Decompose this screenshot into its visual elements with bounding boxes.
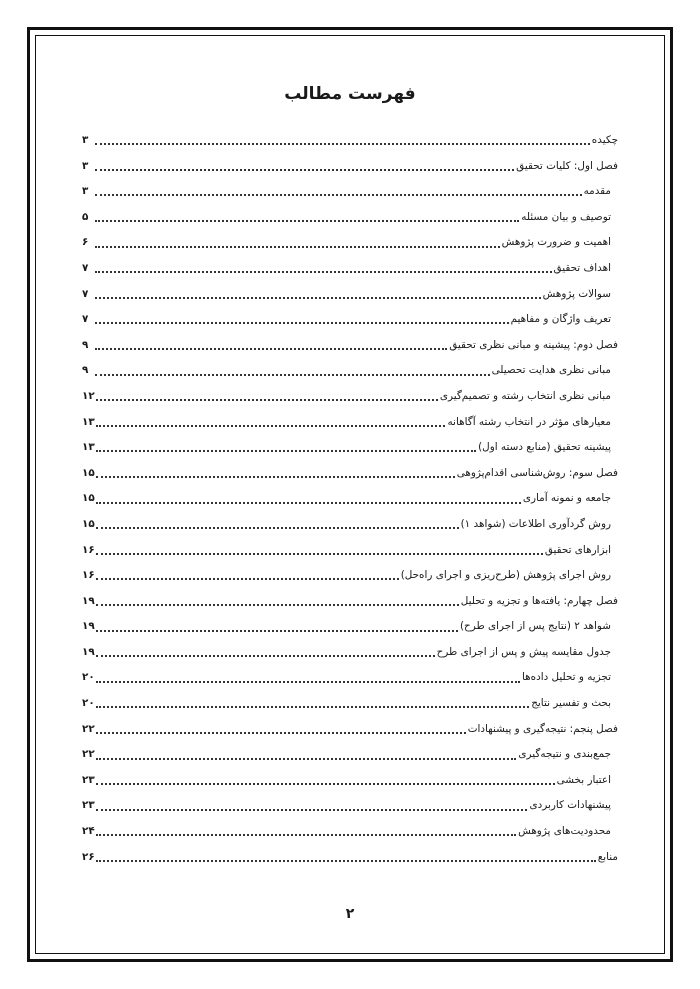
toc-dot-leader	[96, 731, 466, 734]
toc-entry-title: جمع‌بندی و نتیجه‌گیری	[518, 748, 611, 761]
toc-entry[interactable]	[82, 205, 618, 231]
toc-dot-leader	[95, 373, 490, 376]
toc-entry-title: توصیف و بیان مسئله	[521, 210, 611, 223]
toc-entry-title: مبانی نظری هدایت تحصیلی	[491, 364, 611, 377]
toc-entry-page: ۷	[82, 261, 89, 274]
toc-entry-title: معیارهای مؤثر در انتخاب رشته آگاهانه	[447, 415, 611, 428]
toc-entry-title: فصل دوم: پیشینه و مبانی نظری تحقیق	[449, 338, 618, 351]
toc-dot-leader	[95, 219, 519, 222]
toc-entry[interactable]	[82, 665, 618, 691]
toc-entry-page: ۳	[82, 134, 89, 146]
toc-dot-leader	[96, 629, 458, 632]
toc-entry-page: ۲۳	[82, 773, 95, 786]
toc-entry-title: روش گردآوری اطلاعات (شواهد ۱)	[460, 517, 611, 530]
toc-dot-leader	[96, 782, 555, 785]
toc-list	[82, 128, 618, 870]
toc-entry[interactable]	[82, 742, 618, 768]
toc-entry[interactable]	[82, 793, 618, 819]
toc-entry[interactable]	[82, 538, 618, 564]
toc-entry-title: فصل اول: کلیات تحقیق	[516, 159, 618, 172]
toc-entry-title: پیشینه تحقیق (منابع دسته اول)	[478, 441, 611, 454]
toc-entry[interactable]	[82, 307, 618, 333]
toc-entry[interactable]	[82, 358, 618, 384]
toc-entry-title: فصل سوم: روش‌شناسی اقدام‌پژوهی	[456, 466, 618, 479]
toc-entry[interactable]	[82, 179, 618, 205]
toc-entry-title: جامعه و نمونه آماری	[522, 492, 611, 505]
toc-entry-page: ۵	[82, 210, 89, 223]
page-number: ۲	[345, 906, 355, 922]
toc-entry[interactable]	[82, 819, 618, 845]
toc-entry[interactable]	[82, 614, 618, 640]
toc-entry-title: روش اجرای پژوهش (طرح‌ریزی و اجرای راه‌حل)	[400, 569, 611, 582]
toc-entry-page: ۱۳	[82, 441, 95, 454]
toc-entry-page: ۲۶	[82, 850, 95, 863]
toc-entry[interactable]	[82, 435, 618, 461]
toc-dot-leader	[96, 833, 516, 836]
toc-dot-leader	[96, 705, 530, 708]
toc-entry-page: ۷	[82, 313, 89, 326]
toc-entry[interactable]	[82, 768, 618, 794]
toc-entry[interactable]	[82, 589, 618, 615]
toc-entry-title: پیشنهادات کاربردی	[529, 799, 611, 812]
toc-entry-title: اهداف تحقیق	[553, 261, 611, 274]
toc-entry[interactable]	[82, 230, 618, 256]
toc-entry-title: جدول مقایسه پیش و پس از اجرای طرح	[436, 645, 611, 658]
toc-dot-leader	[96, 424, 446, 427]
toc-entry-page: ۱۳	[82, 415, 95, 428]
toc-entry-title: محدودیت‌های پژوهش	[518, 825, 611, 838]
toc-dot-leader	[96, 577, 399, 580]
toc-entry-title: تعریف واژگان و مفاهیم	[510, 313, 611, 326]
toc-entry-page: ۱۶	[82, 543, 95, 556]
toc-entry[interactable]	[82, 256, 618, 282]
toc-entry-page: ۱۶	[82, 569, 95, 582]
toc-entry-page: ۳	[82, 159, 89, 172]
toc-entry[interactable]	[82, 845, 618, 871]
toc-dot-leader	[95, 296, 541, 299]
toc-dot-leader	[95, 321, 509, 324]
toc-entry[interactable]	[82, 691, 618, 717]
toc-dot-leader	[95, 142, 590, 145]
toc-entry-title: فصل چهارم: یافته‌ها و تجزیه و تحلیل	[460, 594, 618, 607]
toc-entry-page: ۶	[82, 236, 89, 249]
toc-entry-page: ۲۲	[82, 722, 95, 735]
toc-entry-title: ابزارهای تحقیق	[544, 543, 611, 556]
toc-dot-leader	[95, 270, 552, 273]
toc-entry[interactable]	[82, 486, 618, 512]
toc-dot-leader	[96, 475, 455, 478]
toc-entry-title: اعتبار بخشی	[556, 773, 611, 786]
toc-entry[interactable]	[82, 410, 618, 436]
toc-entry-page: ۱۵	[82, 466, 95, 479]
toc-dot-leader	[96, 680, 520, 683]
toc-entry-page: ۲۰	[82, 671, 95, 684]
toc-entry-title: چکیده	[591, 134, 618, 146]
toc-dot-leader	[96, 808, 528, 811]
toc-entry[interactable]	[82, 640, 618, 666]
toc-entry-page: ۱۵	[82, 517, 95, 530]
toc-entry[interactable]	[82, 563, 618, 589]
toc-entry-page: ۱۲	[82, 389, 95, 402]
toc-dot-leader	[96, 654, 435, 657]
toc-entry-title: شواهد ۲ (نتایج پس از اجرای طرح)	[459, 620, 611, 633]
toc-dot-leader	[95, 193, 582, 196]
toc-dot-leader	[96, 501, 521, 504]
toc-entry-page: ۲۳	[82, 799, 95, 812]
toc-entry[interactable]	[82, 282, 618, 308]
toc-dot-leader	[95, 347, 447, 350]
toc-dot-leader	[96, 449, 476, 452]
toc-dot-leader	[96, 757, 517, 760]
toc-entry[interactable]	[82, 461, 618, 487]
toc-entry-page: ۹	[82, 338, 89, 351]
toc-dot-leader	[96, 398, 438, 401]
toc-entry-page: ۱۵	[82, 492, 95, 505]
toc-entry-title: اهمیت و ضرورت پژوهش	[501, 236, 611, 249]
toc-dot-leader	[96, 603, 459, 606]
toc-dot-leader	[96, 526, 459, 529]
toc-entry[interactable]	[82, 128, 618, 154]
toc-entry-page: ۱۹	[82, 594, 95, 607]
toc-entry[interactable]	[82, 717, 618, 743]
toc-entry[interactable]	[82, 512, 618, 538]
toc-entry-page: ۲۴	[82, 825, 95, 838]
toc-entry-title: تجزیه و تحلیل داده‌ها	[522, 671, 611, 684]
toc-entry-title: منابع	[597, 850, 618, 863]
toc-dot-leader	[96, 552, 543, 555]
toc-entry[interactable]	[82, 154, 618, 180]
toc-dot-leader	[96, 859, 596, 862]
toc-entry-page: ۳	[82, 185, 89, 198]
toc-entry-page: ۱۹	[82, 645, 95, 658]
toc-title: فهرست مطالب	[284, 84, 416, 104]
toc-entry-page: ۲۰	[82, 697, 95, 710]
toc-entry[interactable]	[82, 384, 618, 410]
toc-entry-page: ۷	[82, 287, 89, 300]
toc-entry-title: سوالات پژوهش	[542, 287, 611, 300]
toc-entry-page: ۲۲	[82, 748, 95, 761]
toc-entry-page: ۱۹	[82, 620, 95, 633]
toc-entry[interactable]	[82, 333, 618, 359]
toc-dot-leader	[95, 245, 500, 248]
toc-entry-page: ۹	[82, 364, 89, 377]
toc-entry-title: مقدمه	[583, 185, 611, 198]
toc-dot-leader	[95, 168, 514, 171]
toc-entry-title: فصل پنجم: نتیجه‌گیری و پیشنهادات	[467, 722, 618, 735]
toc-entry-title: مبانی نظری انتخاب رشته و تصمیم‌گیری	[439, 389, 611, 402]
toc-entry-title: بحث و تفسیر نتایج	[531, 697, 611, 710]
